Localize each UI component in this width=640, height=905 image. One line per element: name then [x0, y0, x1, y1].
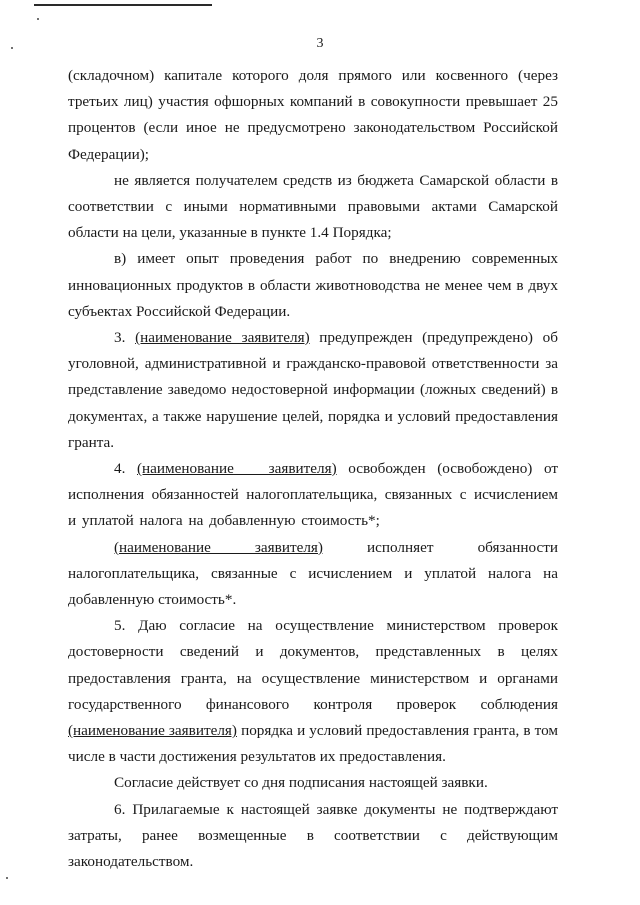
paragraph-5-consent: 5. Даю согласие на осуществление министерством проверок достоверности сведений и документов, представленных в целях предоставления гранта, на осуществление министерством и органами государственного финансового контроля проверок соблюдения (наименование заявителя) порядка и условий предоставления гранта, в том числе в части достижения результатов их предоставления. [68, 617, 558, 766]
applicant-name-placeholder: (наименование заявителя) [135, 329, 310, 347]
paragraph-3-warning: 3. (наименование заявителя) предупрежден (предупреждено) об уголовной, административной и гражданско-правовой ответственности за представление заведомо недостоверной информации (ложных сведений) в документах, а также нарушение целей, порядка и условий предоставления гранта. [68, 329, 558, 451]
scan-speck [37, 18, 39, 20]
paragraph-6-attachments: 6. Прилагаемые к настоящей заявке документы не подтверждают затраты, ранее возмещенные в соответствии с действующим законодательством. [68, 800, 558, 871]
paragraph-consent-validity: Согласие действует со дня подписания настоящей заявки. [114, 774, 488, 792]
applicant-name-placeholder: (наименование заявителя) [68, 722, 237, 740]
scan-speck [6, 877, 8, 879]
document-body [68, 63, 558, 875]
paragraph-continuation: (складочном) капитале которого доля прямого или косвенного (через третьих лиц) участия офшорных компаний в совокупности превышает 25 процентов (если иное не предусмотрено законодательством Российской Федерации); [68, 67, 558, 163]
applicant-name-placeholder: (наименование заявителя) [114, 538, 323, 556]
applicant-name-placeholder: (наименование заявителя) [137, 460, 337, 478]
scan-top-rule [34, 4, 212, 6]
paragraph-budget-condition: не является получателем средств из бюджета Самарской области в соответствии с иными нормативными правовыми актами Самарской области на цели, указанные в пункте 1.4 Порядка; [68, 171, 558, 242]
page-number: 3 [316, 36, 324, 51]
paragraph-item-v: в) имеет опыт проведения работ по внедрению современных инновационных продуктов в области животноводства не менее чем в двух субъектах Российской Федерации. [68, 250, 558, 320]
paragraph-4-vat-exempt: 4. (наименование заявителя) освобожден (освобождено) от исполнения обязанностей налогоплательщика, связанных с исчислением и уплатой налога на добавленную стоимость*; [68, 460, 558, 530]
paragraph-vat-payer: (наименование заявителя) исполняет обязанности налогоплательщика, связанные с исчислением и уплатой налога на добавленную стоимость*. [68, 538, 558, 609]
